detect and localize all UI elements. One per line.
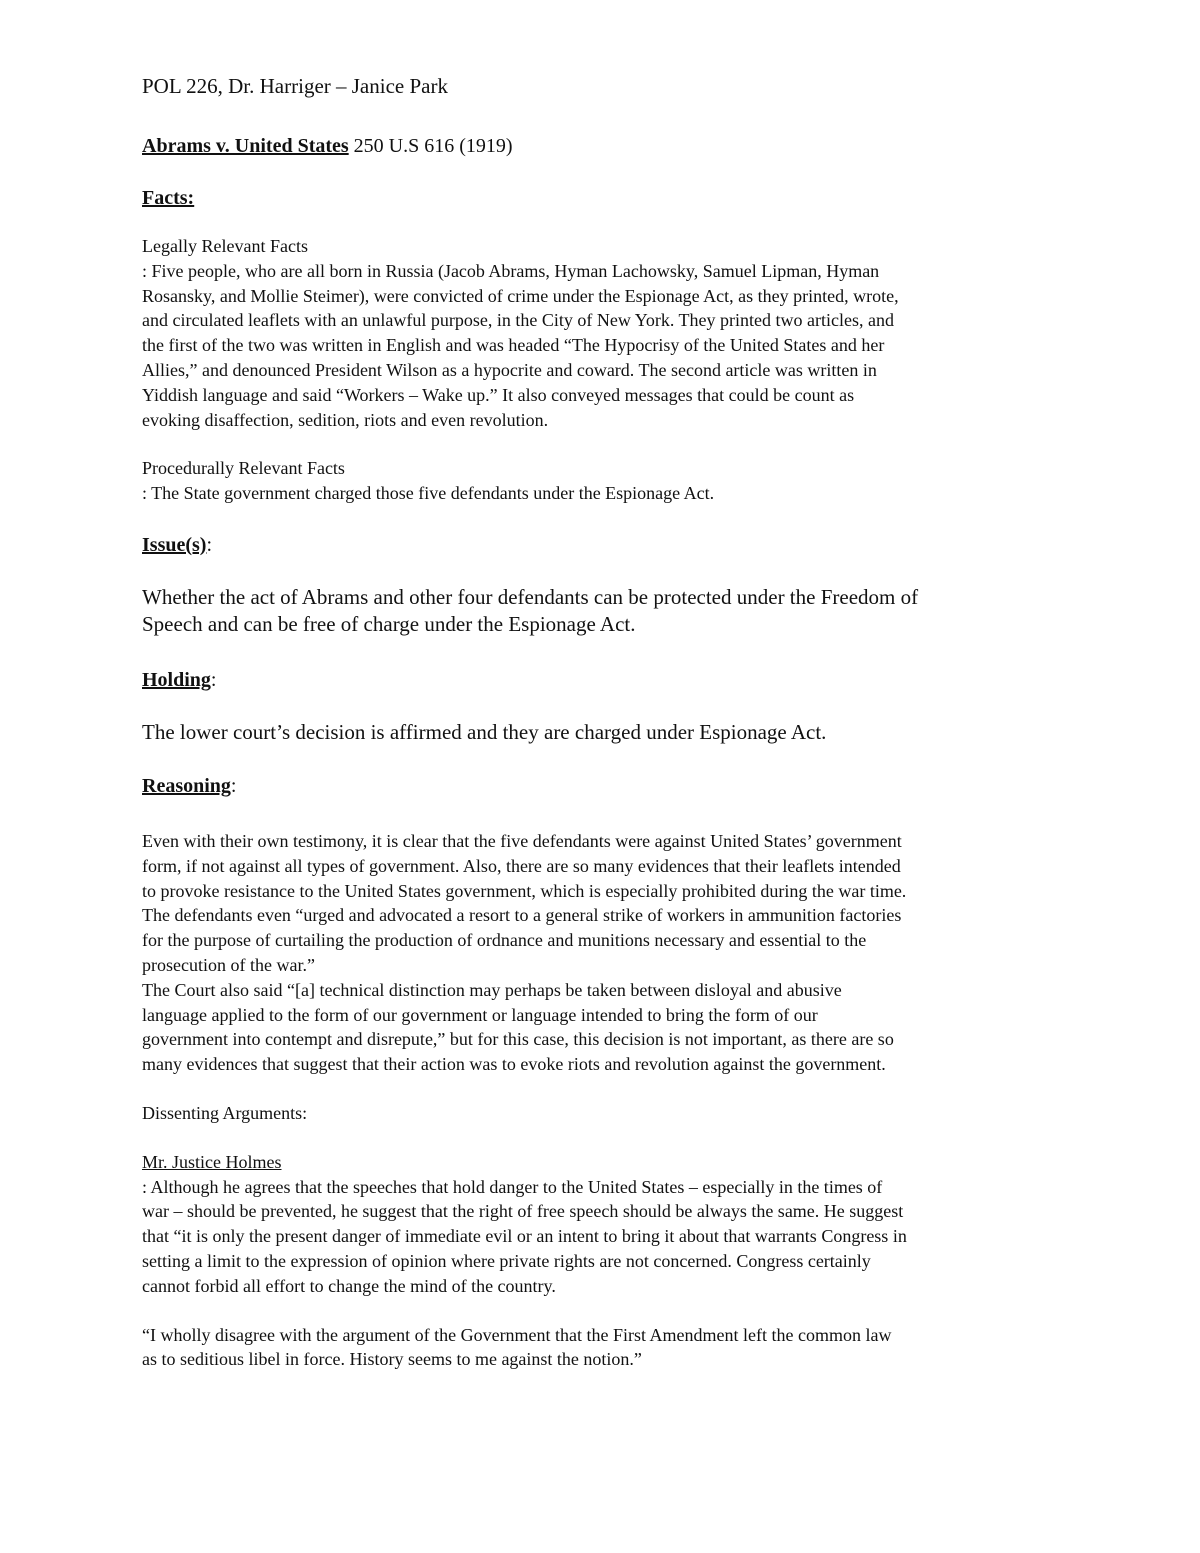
reasoning-line: for the purpose of curtailing the production of ordnance and munitions necessary and essential to the <box>142 930 867 951</box>
issues-line: Speech and can be free of charge under the Espionage Act. <box>142 611 636 636</box>
dissent-quote-line: “I wholly disagree with the argument of the Government that the First Amendment left the common law <box>142 1324 892 1345</box>
document-page <box>142 72 1062 1372</box>
legal-facts-line: the first of the two was written in English and was headed “The Hypocrisy of the United States and her <box>142 335 885 356</box>
dissent-justice: Mr. Justice Holmes <box>142 1151 282 1172</box>
reasoning-line: The defendants even “urged and advocated a resort to a general strike of workers in ammunition factories <box>142 905 902 926</box>
reasoning-heading-text: Reasoning <box>142 774 231 797</box>
case-title <box>142 132 1062 160</box>
legal-facts-label: Legally Relevant Facts <box>142 236 308 256</box>
document-header: POL 226, Dr. Harriger – Janice Park <box>142 74 448 98</box>
reasoning-line: The Court also said “[a] technical distinction may perhaps be taken between disloyal and abusive <box>142 979 842 1000</box>
reasoning-line: Even with their own testimony, it is clear that the five defendants were against United States’ government <box>142 830 902 851</box>
reasoning-line: language applied to the form of our government or language intended to bring the form of our <box>142 1004 818 1025</box>
holding-heading <box>142 665 1062 695</box>
reasoning-line: prosecution of the war.” <box>142 954 315 975</box>
issues-block <box>142 584 1062 638</box>
holding-line: The lower court’s decision is affirmed and they are charged under Espionage Act. <box>142 719 827 744</box>
legal-facts-line: and circulated leaflets with an unlawful purpose, in the City of New York. They printed two articles, and <box>142 310 894 331</box>
dissent-line: setting a limit to the expression of opinion where private rights are not concerned. Congress certainly <box>142 1250 871 1271</box>
reasoning-line: to provoke resistance to the United States government, which is especially prohibited during the war time. <box>142 880 907 901</box>
legal-facts-line: Yiddish language and said “Workers – Wake up.” It also conveyed messages that could be count as <box>142 384 855 405</box>
reasoning-line: many evidences that suggest that their action was to evoke riots and revolution against the government. <box>142 1054 886 1075</box>
reasoning-line: government into contempt and disrepute,” but for this case, this decision is not important, as there are so <box>142 1029 894 1050</box>
reasoning-line: form, if not against all types of government. Also, there are so many evidences that their leaflets intended <box>142 855 901 876</box>
case-citation: 250 U.S 616 (1919) <box>348 135 513 157</box>
dissent-block <box>142 1101 1062 1372</box>
legal-facts-line: evoking disaffection, sedition, riots and even revolution. <box>142 409 549 430</box>
case-name: Abrams v. United States <box>142 135 349 157</box>
dissent-line: cannot forbid all effort to change the mind of the country. <box>142 1275 556 1296</box>
facts-heading <box>142 183 1062 213</box>
legal-facts-line: Allies,” and denounced President Wilson as a hypocrite and coward. The second article was written in <box>142 359 877 380</box>
issues-line: Whether the act of Abrams and other four defendants can be protected under the Freedom of <box>142 584 919 609</box>
legal-facts-line: Rosansky, and Mollie Steimer), were convicted of crime under the Espionage Act, as they printed, wrote, <box>142 285 899 306</box>
legal-facts-line: : Five people, who are all born in Russia (Jacob Abrams, Hyman Lachowsky, Samuel Lipman, Hyman <box>142 260 880 281</box>
dissent-line: war – should be prevented, he suggest that the right of free speech should be always the same. He suggest <box>142 1201 904 1222</box>
dissent-line: that “it is only the present danger of immediate evil or an intent to bring it about that warrants Congress in <box>142 1226 907 1247</box>
procedural-facts-label: Procedurally Relevant Facts <box>142 458 345 479</box>
dissent-line: : Although he agrees that the speeches that hold danger to the United States – especially in the times of <box>142 1176 883 1197</box>
dissent-quote-line: as to seditious libel in force. History seems to me against the notion.” <box>142 1349 642 1370</box>
legal-facts-block <box>142 234 1062 432</box>
dissent-label: Dissenting Arguments: <box>142 1102 308 1123</box>
issues-heading <box>142 530 1062 560</box>
facts-heading-text: Facts: <box>142 187 195 209</box>
holding-heading-suffix: : <box>210 668 217 691</box>
procedural-facts-line: : The State government charged those five defendants under the Espionage Act. <box>142 483 715 504</box>
holding-block <box>142 719 1062 746</box>
issues-heading-text: Issue(s) <box>142 533 207 556</box>
issues-heading-suffix: : <box>206 533 213 556</box>
holding-heading-text: Holding <box>142 668 211 691</box>
procedural-facts-block <box>142 456 1062 506</box>
reasoning-heading-suffix: : <box>230 774 237 797</box>
reasoning-block <box>142 829 1062 1077</box>
reasoning-heading <box>142 771 1062 801</box>
